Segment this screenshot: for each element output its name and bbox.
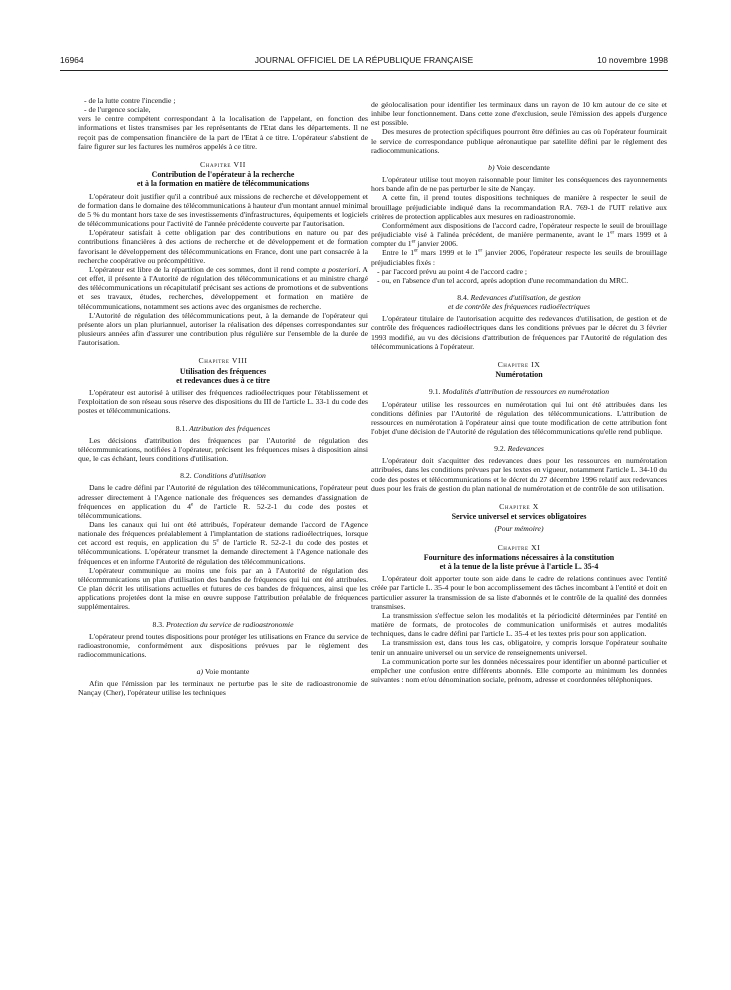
paragraph: L'opérateur utilise tout moyen raisonnable pour limiter les conséquences des rayonnements hors bande afin de ne pas perturber le site de Nançay. — [371, 175, 667, 194]
list-item: - de l'urgence sociale, — [84, 105, 151, 115]
paragraph: L'opérateur est libre de la répartition de ces sommes, dont il rend compte a posteriori. A cet effet, il présente à l'Autorité de régulation des télécommunications et au ministre chargé des télécommunications un récapitulatif précisant ses actions de promotions et de subventions et ses travaux, études, recherches, développement et formation en matière de télécommunications, notamment ses actions avec des organismes de recherche. — [78, 264, 368, 311]
paragraph: L'opérateur prend toutes dispositions pour protéger les utilisations en France du service de radioastronomie, conformément aux dispositions prévues par le règlement des radiocommunications. — [78, 631, 368, 659]
list-item: - par l'accord prévu au point 4 de l'accord cadre ; — [377, 266, 528, 276]
chapter-label: Chapitre X — [499, 501, 539, 511]
paragraph: L'opérateur doit apporter toute son aide dans le cadre de relations continues avec l'entité créée par l'article L. 35-4 pour le bon accomplissement des tâches incombant à l'entité et doit en particulier assurer la transmission de sa liste d'abonnés et le contrôle de la qualité des données transmises. — [371, 574, 667, 611]
chapter-label: Chapitre VIII — [198, 356, 248, 366]
chapter-title: Utilisation des fréquences et redevances dues à ce titre — [176, 366, 270, 385]
right-column — [371, 100, 667, 684]
list-item: - ou, en l'absence d'un tel accord, après adoption d'une recommandation du MRC. — [377, 275, 629, 285]
paragraph: Dans les canaux qui lui ont été attribués, l'opérateur demande l'accord de l'Agence nationale des fréquences préalablement à l'implantation de stations radioélectriques, lorsque cet accord est requis, en application du 5e de l'article R. 52-2-1 du code des postes et télécommunications. L'opérateur transmet la demande directement à l'Agence nationale des fréquences et en informe l'Autorité de régulation des télécommunications. — [78, 519, 368, 566]
list-item: - de la lutte contre l'incendie ; — [84, 96, 176, 105]
paragraph: L'Autorité de régulation des télécommunications peut, à la demande de l'opérateur qui présente alors un plan pluriannuel, autoriser la réalisation des dépenses correspondantes sur plusieurs années afin d'assurer une contribution plus régulière sur l'ensemble de la durée de l'autorisation. — [78, 310, 368, 348]
chapter-label: Chapitre XI — [497, 542, 541, 552]
left-column — [78, 96, 368, 698]
paragraph: Conformément aux dispositions de l'accord cadre, l'opérateur respecte le seuil de brouillage préjudiciable visé à l'alinéa précédent, de manière permanente, avant le 1er mars 1999 et à compter du 1er janvier 2006. — [371, 220, 667, 249]
paragraph: Dans le cadre défini par l'Autorité de régulation des télécommunications, l'opérateur peut adresser directement à l'Agence nationale des fréquences ses demandes d'assignation de fréquences en application du 4e de l'article R. 52-2-1 du code des postes et télécommunications. — [78, 483, 368, 520]
paragraph: L'opérateur communique au moins une fois par an à l'Autorité de régulation des télécommunications un plan d'utilisation des bandes de fréquences qui lui ont été attribuées. Ce plan décrit les utilisations actuelles et futures de ces bandes de fréquences, ainsi que les applications projetées dont la mise en œuvre suppose l'attribution préalable de fréquences supplémentaires. — [78, 565, 368, 612]
paragraph: L'opérateur doit s'acquitter des redevances dues pour les ressources en numérotation attribuées, dans les conditions prévues par les textes en vigueur, notamment l'article L. 34-10 du code des postes et télécommunications et le décret du 27 décembre 1996 relatif aux redevances dues pour les frais de gestion du plan national de numérotation et de contrôle de son utilisation. — [371, 456, 667, 493]
page-header — [60, 55, 668, 69]
paragraph: La transmission est, dans tous les cas, obligatoire, y compris lorsque l'opérateur souhaite tenir un annuaire universel ou un service de renseignements universel. — [371, 638, 667, 657]
paragraph: Afin que l'émission par les terminaux ne perturbe pas le site de radioastronomie de Nançay (Cher), l'opérateur utilise les techniques — [78, 679, 368, 698]
section-heading: 8.2. Conditions d'utilisation — [180, 471, 266, 481]
paragraph: Des mesures de protection spécifiques pourront être définies au cas où l'opérateur fournirait le service de correspondance publique aéronautique par satellite défini par le règlement des radiocommunications. — [371, 127, 667, 155]
paragraph: Entre le 1er mars 1999 et le 1er janvier 2006, l'opérateur respecte les seuils de brouillage préjudiciables fixés : — [371, 248, 667, 267]
section-heading: 9.2. Redevances — [494, 444, 544, 454]
section-heading: 8.1. Attribution des fréquences — [175, 423, 271, 433]
paragraph: L'opérateur utilise les ressources en numérotation qui lui ont été attribuées dans les conditions définies par l'Autorité de régulation des télécommunications. L'attribution de ressources en numérotation à l'opérateur ainsi que toute modification de cette attribution font l'objet d'une décision de l'Autorité de régulation des télécommunications qu'elle rend publique. — [371, 399, 667, 436]
chapter-note: (Pour mémoire) — [494, 524, 544, 534]
journal-title: JOURNAL OFFICIEL DE LA RÉPUBLIQUE FRANÇAISE — [254, 55, 474, 65]
section-heading: 8.3. Protection du service de radioastronomie — [152, 619, 294, 629]
chapter-title: Contribution de l'opérateur à la recherche et à la formation en matière de télécommunications — [136, 170, 310, 189]
paragraph: A cette fin, il prend toutes dispositions techniques de manière à respecter le seuil de brouillage préjudiciable indiqué dans la recommandation RA. 769-1 de l'UIT relative aux critères de protection applicables aux mesures en radioastronomie. — [371, 193, 667, 221]
issue-date: 10 novembre 1998 — [597, 55, 668, 65]
paragraph: de géolocalisation pour identifier les terminaux dans un rayon de 10 km autour de ce site et inhibe leur fonctionnement. Dans cette zone d'exclusion, seule l'émission des appels d'urgence est possible. — [371, 100, 667, 128]
paragraph: La transmission s'effectue selon les modalités et la périodicité déterminées par l'entité en matière de formats, de protocoles de communication uniformisés et autres modalités techniques, dans le cadre défini par l'article L. 35-4 et les textes pris pour son application. — [371, 610, 667, 639]
paragraph: L'opérateur doit justifier qu'il a contribué aux missions de recherche et développement et de formation dans le domaine des télécommunications à hauteur d'un montant annuel minimal de 5 % du montant hors taxe de ses investissements d'infrastructures, équipements et logiciels de télécommunications pour l'activité de l'année précédente couverte par l'autorisation. — [78, 191, 368, 229]
chapter-label: Chapitre IX — [497, 359, 541, 369]
chapter-title: Fourniture des informations nécessaires à la constitution et à la tenue de la liste prévue à l'article L. 35-4 — [423, 552, 615, 571]
paragraph: vers le centre compétent correspondant à la localisation de l'appelant, en fonction des informations et listes transmises par les représentants de l'Etat dans les départements. Il ne reçoit pas de compensation financière de la part de l'Etat à ce titre. L'opérateur s'abstient de faire figurer sur les factures les numéros appelés à ce titre. — [78, 114, 368, 151]
page-number: 16964 — [60, 55, 84, 65]
chapter-title: Numérotation — [495, 370, 543, 380]
subsection-heading: a) Voie montante — [196, 667, 250, 677]
chapter-title: Service universel et services obligatoires — [451, 512, 587, 522]
paragraph: Les décisions d'attribution des fréquences par l'Autorité de régulation des télécommunications, notifiées à l'opérateur, précisent les fréquences mises à disposition ainsi que, le cas échéant, leurs conditions d'utilisation. — [78, 435, 368, 464]
paragraph: L'opérateur satisfait à cette obligation par des contributions en nature ou par des contributions financières à des actions de recherche et de développement et de formation favorisant le développement des télécommunications en France, dont une part consacrée à la recherche coopérative ou précompétitive. — [78, 228, 368, 265]
section-heading: 8.4. Redevances d'utilisation, de gestion et de contrôle des fréquences radioélectriques — [448, 292, 590, 312]
header-rule — [60, 70, 668, 71]
subsection-heading: b) Voie descendante — [488, 162, 550, 172]
paragraph: L'opérateur titulaire de l'autorisation acquitte des redevances d'utilisation, de gestion et de contrôle des fréquences radioélectriques dans les conditions prévues par le décret du 3 février 1993 modifié, au vu des décisions d'attribution de fréquences par l'Autorité de régulation des télécommunications à l'opérateur. — [371, 314, 667, 351]
chapter-label: Chapitre VII — [200, 159, 246, 169]
paragraph: La communication porte sur les données nécessaires pour identifier un abonné particulier et empêcher une confusion entre différents abonnés. Elle comporte au minimum les données suivantes : nom et/ou dénomination sociale, prénom, adresse et coordonnées téléphoniques. — [371, 656, 667, 684]
paragraph: L'opérateur est autorisé à utiliser des fréquences radioélectriques pour l'établissement et l'exploitation de son réseau sous réserve des dispositions du III de l'article L. 33-1 du code des postes et télécommunications. — [78, 388, 368, 416]
section-heading: 9.1. Modalités d'attribution de ressources en numérotation — [428, 387, 610, 397]
